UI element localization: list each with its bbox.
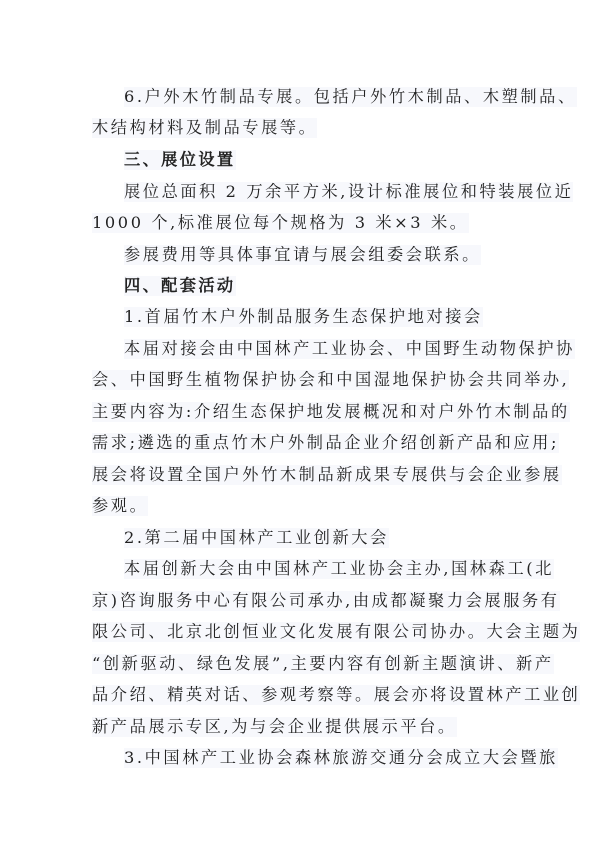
subheading-line: 1.首届竹木户外制品服务生态保护地对接会 (124, 307, 483, 326)
paragraph-line: 本届对接会由中国林产工业协会、中国野生动物保护协 (124, 339, 575, 358)
section-heading: 四、配套活动 (124, 276, 236, 295)
paragraph-line: 新产品展示专区,为与会企业提供展示平台。 (92, 717, 457, 736)
subheading-line: 2.第二届中国林产工业创新大会 (124, 528, 389, 547)
paragraph-line: 需求;遴选的重点竹木户外制品企业介绍创新产品和应用; (92, 433, 560, 452)
paragraph-line: 参观。 (92, 496, 149, 515)
paragraph-line: 主要内容为:介绍生态保护地发展概况和对户外竹木制品的 (92, 402, 570, 421)
paragraph-line: 限公司、北京北创恒业文化发展有限公司协办。大会主题为 (92, 622, 581, 641)
paragraph-line: 京)咨询服务中心有限公司承办,由成都凝聚力会展服务有 (92, 591, 560, 610)
paragraph-line: “创新驱动、绿色发展”,主要内容有创新主题演讲、新产 (92, 654, 554, 673)
paragraph-line: 参展费用等具体事宜请与展会组委会联系。 (124, 245, 481, 264)
paragraph-line: 本届创新大会由中国林产工业协会主办,国林森工(北 (124, 559, 554, 578)
paragraph-line: 展会将设置全国户外竹木制品新成果专展供与会企业参展 (92, 465, 562, 484)
paragraph-line: 1000 个,标准展位每个规格为 3 米×3 米。 (92, 213, 469, 232)
paragraph-line: 会、中国野生植物保护协会和中国湿地保护协会共同举办, (92, 370, 570, 389)
section-heading: 三、展位设置 (124, 150, 236, 169)
paragraph-line: 木结构材料及制品专展等。 (92, 118, 318, 137)
subheading-line: 3.中国林产工业协会森林旅游交通分会成立大会暨旅 (124, 748, 558, 767)
paragraph-line: 展位总面积 2 万余平方米,设计标准展位和特装展位近 (124, 182, 574, 201)
paragraph-line: 品介绍、精英对话、参观考察等。展会亦将设置林产工业创 (92, 685, 581, 704)
paragraph-line: 6.户外木竹制品专展。包括户外竹木制品、木塑制品、 (124, 87, 577, 106)
